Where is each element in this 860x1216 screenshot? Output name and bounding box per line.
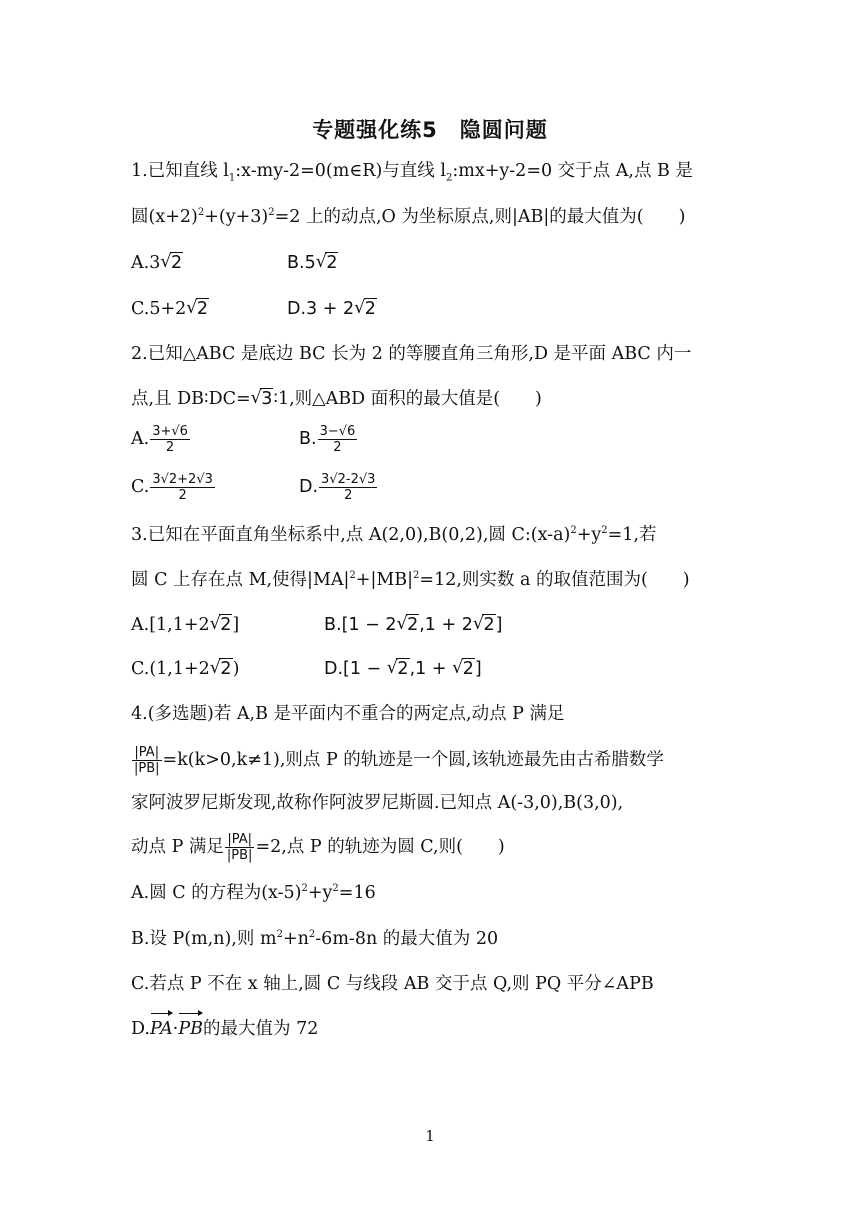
q3-option-d: D.[1 − √ 2,1 + √ 2] [324, 656, 482, 682]
q4-option-c: C.若点 P 不在 x 轴上,圆 C 与线段 AB 交于点 Q,则 PQ 平分∠APB [131, 974, 654, 994]
q1-line1: 1.已知直线 $l_1:x-my-2=0(m\in R)$与直线 $l_2:mx+y-2=0$ 交于点 A,点 B 是 [131, 161, 693, 184]
q4-line2: $\frac{|PA|}{|PB|}$ =k(k>0,k≠1),则点 P 的轨迹是一个圆,该轨迹最先由古希腊数学 [134, 745, 664, 776]
q3-option-c: C.(1,1+2√ 2) [131, 656, 239, 682]
q4-option-d: D.PA·PB的最大值为 72 [131, 1016, 318, 1042]
q2-option-c: C. $\frac{3√2+2√3}{2}$ [131, 472, 213, 503]
q2-option-b: B. $\frac{3-√6}{2}$ [299, 424, 356, 455]
q1-option-c: C.5+2√ 2 [131, 296, 209, 322]
q1-option-b: B.5√ 2 [287, 250, 338, 276]
q1-option-a: A.3√ 2 [131, 250, 183, 276]
vector-pb: PB [178, 1016, 203, 1042]
vector-pa: PA [150, 1016, 173, 1042]
q4-option-b: B.设 P(m,n),则 $m^2+n^2-6m-8n$ 的最大值为 20 [131, 929, 499, 949]
q2-line1: 2.已知△ABC 是底边 BC 长为 2 的等腰直角三角形,D 是平面 ABC 内一 [131, 344, 692, 364]
q4-line4: 动点 P 满足 $\frac{|PA|}{|PB|}$ =2,点 P 的轨迹为圆 C,则( ) [131, 832, 505, 863]
q4-option-a: A.圆 C 的方程为$(x-5)^2+y^2=16$ [131, 883, 376, 903]
q3-option-a: A.[1,1+2√ 2] [131, 612, 239, 638]
q4-line3: 家阿波罗尼斯发现,故称作阿波罗尼斯圆.已知点 A(-3,0),B(3,0), [131, 793, 624, 813]
q2-option-a: A. $\frac{3+√6}{2}$ [131, 424, 188, 455]
q3-option-b: B.[1 − 2√ 2,1 + 2√ 2] [324, 612, 502, 638]
q1-line2: 圆$(x+2)^2+(y+3)^2=2$ 上的动点,O 为坐标原点,则|AB|的最大值为( ) [131, 207, 686, 227]
page-number: 1 [425, 1127, 435, 1145]
q3-line2: 圆 C 上存在点 M,使得$|MA|^2+|MB|^2=12$,则实数 a 的取值范围为( ) [131, 570, 690, 590]
q3-line1: 3.已知在平面直角坐标系中,点 A(2,0),B(0,2),圆 $C:(x-a)^2+y^2=1$,若 [131, 525, 657, 545]
page-title: 专题强化练5 隐圆问题 [312, 118, 548, 142]
q2-option-d: D. $\frac{3√2-2√3}{2}$ [299, 472, 376, 503]
q2-line2: 点,且 DB∶DC=√ 3∶1,则△ABD 面积的最大值是( ) [131, 386, 542, 412]
q1-option-d: D.3 + 2√ 2 [287, 296, 377, 322]
q4-line1: 4.(多选题)若 A,B 是平面内不重合的两定点,动点 P 满足 [131, 704, 565, 724]
